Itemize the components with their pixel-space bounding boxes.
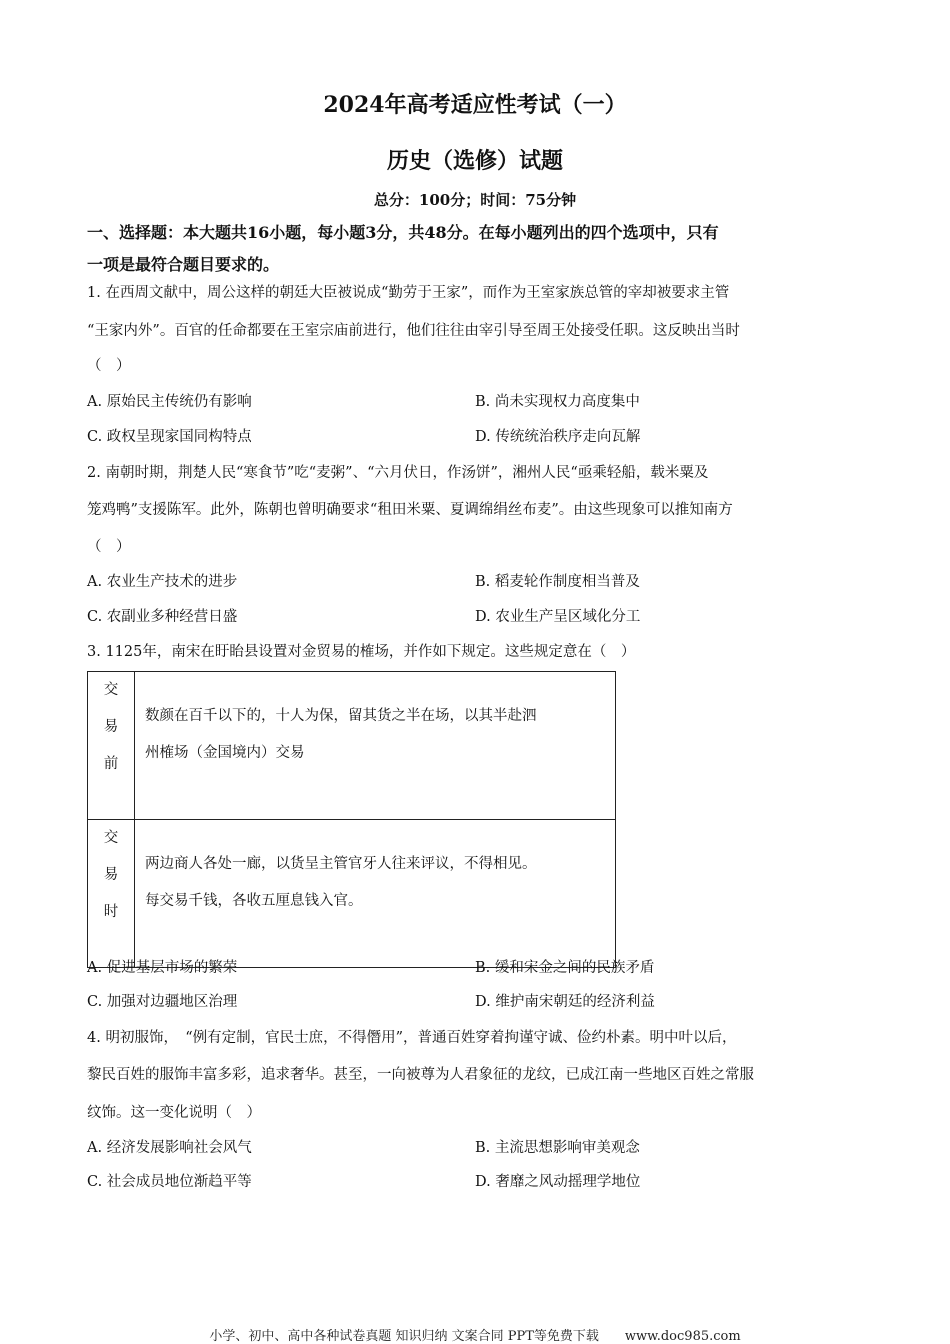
- question-4-option-b[interactable]: B. 主流思想影响审美观念: [475, 1140, 640, 1156]
- table-text-line: 每交易千钱，各收五厘息钱入官。: [145, 893, 363, 909]
- question-4-line2: 黎民百姓的服饰丰富多彩，追求奢华。甚至，一向被尊为人君象征的龙纹，已成江南一些地区百姓之常服: [87, 1067, 754, 1083]
- subject-title: 历史（选修）试题: [386, 148, 563, 174]
- question-2-line1: 2. 南朝时期，荆楚人民“寒食节”吃“麦粥”、“六月伏日，作汤饼”，湘州人民“亟乘轻船，载米粟及: [87, 465, 709, 481]
- table-row: [88, 820, 616, 968]
- table-text-line: 州榷场（金国境内）交易: [145, 745, 305, 761]
- table-row-content: [135, 672, 616, 820]
- label-char: 时: [103, 904, 119, 920]
- label-char: 交: [103, 682, 119, 698]
- question-3-option-b[interactable]: B. 缓和宋金之间的民族矛盾: [475, 960, 655, 976]
- question-4-option-d[interactable]: D. 奢靡之风动摇理学地位: [475, 1174, 641, 1190]
- footer-banner[interactable]: 小学、初中、高中各种试卷真题 知识归纳 文案合同 PPT等免费下载 www.doc985.com: [209, 1329, 741, 1344]
- question-4-option-a[interactable]: A. 经济发展影响社会风气: [87, 1140, 252, 1156]
- question-3-option-a[interactable]: A. 促进基层市场的繁荣: [87, 960, 238, 976]
- question-2-option-a[interactable]: A. 农业生产技术的进步: [87, 574, 238, 590]
- question-1-option-a[interactable]: A. 原始民主传统仍有影响: [87, 394, 252, 410]
- table-row-label: [88, 672, 135, 820]
- exam-title: 2024年高考适应性考试（一）: [323, 92, 627, 118]
- question-2-option-d[interactable]: D. 农业生产呈区域化分工: [475, 609, 641, 625]
- question-1-line2: “王家内外”。百官的任命都要在王室宗庙前进行，他们往往由宰引导至周王处接受任职。这反映出当时: [87, 323, 740, 339]
- question-1-option-d[interactable]: D. 传统统治秩序走向瓦解: [475, 429, 641, 445]
- question-4-line3: 纹饰。这一变化说明（ ）: [87, 1105, 261, 1121]
- question-4-line1: 4. 明初服饰， “例有定制，官民士庶，不得僭用”，普通百姓穿着拘谨守诚、俭约朴素。明中叶以后，: [87, 1030, 737, 1046]
- table-text-line: 数颜在百千以下的，十人为保，留其货之半在场，以其半赴泗: [145, 708, 537, 724]
- question-2-option-c[interactable]: C. 农副业多种经营日盛: [87, 609, 238, 625]
- table-row-label: [88, 820, 135, 968]
- question-2-option-b[interactable]: B. 稻麦轮作制度相当普及: [475, 574, 640, 590]
- table-row: [88, 672, 616, 820]
- label-char: 易: [103, 867, 119, 883]
- table-row-content: [135, 820, 616, 968]
- question-2-line3: （ ）: [87, 539, 131, 555]
- question-1-line3: （ ）: [87, 358, 131, 374]
- label-char: 前: [103, 756, 119, 772]
- question-3-option-d[interactable]: D. 维护南宋朝廷的经济利益: [475, 994, 655, 1010]
- label-char: 交: [103, 830, 119, 846]
- table-text-line: 两边商人各处一廊，以货呈主管官牙人往来评议，不得相见。: [145, 856, 537, 872]
- label-char: 易: [103, 719, 119, 735]
- question-3-option-c[interactable]: C. 加强对边疆地区治理: [87, 994, 238, 1010]
- question-1-option-b[interactable]: B. 尚未实现权力高度集中: [475, 394, 640, 410]
- question-1-option-c[interactable]: C. 政权呈现家国同构特点: [87, 429, 252, 445]
- trade-rules-table: [87, 671, 616, 968]
- section-heading-line1: 一、选择题：本大题共16小题，每小题3分，共48分。在每小题列出的四个选项中，只有: [87, 223, 719, 242]
- question-1-line1: 1. 在西周文献中，周公这样的朝廷大臣被说成“勤劳于王家”，而作为王室家族总管的宰却被要求主管: [87, 285, 730, 301]
- question-4-option-c[interactable]: C. 社会成员地位渐趋平等: [87, 1174, 252, 1190]
- question-3-line1: 3. 1125年，南宋在盱眙县设置对金贸易的榷场，并作如下规定。这些规定意在（ ）: [87, 644, 636, 660]
- question-2-line2: 笼鸡鸭”支援陈军。此外，陈朝也曾明确要求“租田米粟、夏调绵绢丝布麦”。由这些现象可以推知南方: [87, 502, 733, 518]
- score-time-info: 总分：100分；时间：75分钟: [373, 191, 577, 209]
- section-heading-line2: 一项是最符合题目要求的。: [87, 255, 280, 274]
